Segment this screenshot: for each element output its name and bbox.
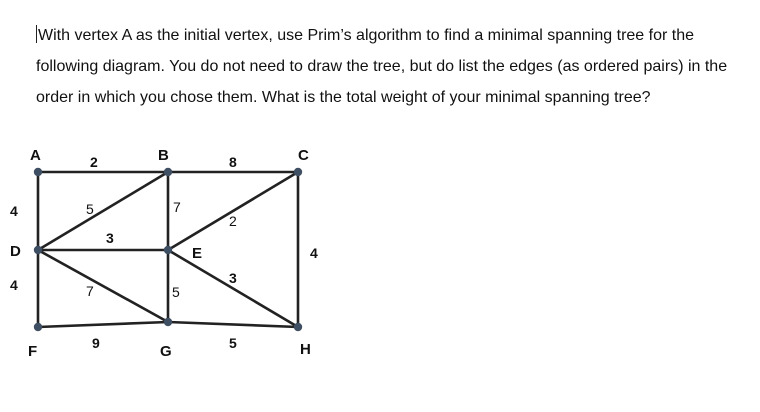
vertex-label-c: C — [298, 147, 309, 164]
vertex-b-dot — [164, 168, 172, 176]
edge-d-b — [38, 172, 168, 250]
vertex-label-e: E — [192, 245, 203, 262]
vertex-g-dot — [164, 318, 172, 326]
vertex-label-h: H — [300, 341, 311, 358]
edge-weight-e-c: 2 — [229, 213, 237, 229]
edge-g-h — [168, 322, 298, 327]
vertex-label-f: F — [28, 343, 38, 360]
vertex-label-b: B — [158, 147, 169, 164]
edge-weight-a-d: 4 — [10, 203, 18, 219]
vertex-label-a: A — [30, 147, 41, 164]
vertex-a-dot — [34, 168, 42, 176]
edge-weight-e-g: 5 — [172, 284, 180, 300]
vertex-h-dot — [294, 323, 302, 331]
edge-weight-c-h: 4 — [310, 245, 318, 261]
edge-e-c — [168, 172, 298, 250]
edge-e-h — [168, 250, 298, 327]
edge-weight-e-h: 3 — [229, 270, 237, 286]
question-text: With vertex A as the initial vertex, use Prim’s algorithm to find a minimal spanning tree for the following diagram. You do not need to draw the tree, but do list the edges (as ordered pairs) in the order in which you chose them. What is the total weight of your minimal spanning tree? — [36, 27, 728, 106]
edge-weight-a-b: 2 — [90, 154, 98, 170]
vertex-label-g: G — [160, 343, 172, 360]
vertex-c-dot — [294, 168, 302, 176]
vertex-label-d: D — [10, 243, 21, 260]
edge-weight-d-b: 5 — [86, 201, 94, 217]
vertex-f-dot — [34, 323, 42, 331]
edge-d-g — [38, 250, 168, 322]
edge-weight-g-h: 5 — [229, 335, 237, 351]
edge-weight-b-c: 8 — [229, 154, 237, 170]
vertex-e-dot — [164, 246, 172, 254]
edge-weight-d-e: 3 — [106, 230, 114, 246]
edge-weight-f-g: 9 — [92, 335, 100, 351]
edge-f-g — [38, 322, 168, 327]
vertex-d-dot — [34, 246, 42, 254]
edge-weight-d-g: 7 — [86, 283, 94, 299]
edge-weight-d-f: 4 — [10, 277, 18, 293]
edge-weight-b-e: 7 — [173, 199, 181, 215]
